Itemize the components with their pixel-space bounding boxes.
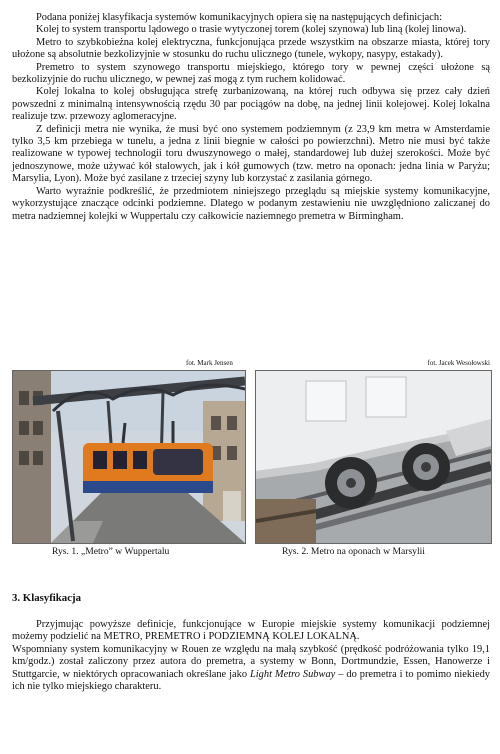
paragraph-kolej: Kolej to system transportu lądowego o trasie wytyczonej torem (kolej szynowa) lub liną (kolej linowa). <box>36 24 467 36</box>
light-metro-subway-term: Light Metro Subway <box>250 668 336 680</box>
paragraph-premetro: Premetro to system szynowego transportu miejskiego, którego tory w pewnej części ułożone są bezkolizyjnie do ruchu ulicznego, w pewnej zaś mogą z tym ruchem kolidować. <box>12 61 490 86</box>
photo-credit-2: fot. Jacek Wesołowski <box>427 359 490 367</box>
photo-wuppertal-monorail <box>12 370 246 544</box>
figure-caption-2: Rys. 2. Metro na oponach w Marsylii <box>282 546 425 557</box>
section-body <box>12 619 490 693</box>
paragraph-definicja-metra: Z definicji metra nie wynika, że musi być ono systemem podziemnym (z 23,9 km metra w Amsterdamie tylko 3,5 km przebiega w tunelu, a jedna z linii biegnie w całości po powierzchni). Metro nie musi być także realizowane w typowej technologii toru dwuszynowego o małej, standardowej lub dużej szerokości. Może być jednoszynowe, może używać kół stalowych, jak i kół gumowych (tzw. metro na oponach: jedna linia w Paryżu; Marsylia, Lyon). Może być zasilane z trzeciej szyny lub korzystać z zasilania górnego. <box>12 123 490 185</box>
section-heading: 3. Klasyfikacja <box>12 592 81 604</box>
paragraph-rouen-end: – do premetra i to pomimo niekiedy ich nie tylko miejskiego charakteru. <box>12 668 490 693</box>
photo-credits <box>12 359 490 369</box>
body-text <box>12 12 490 223</box>
paragraph-przeglad: Warto wyraźnie podkreślić, że przedmiotem niniejszego przeglądu są miejskie systemy komunikacyjne, wykorzystujące znaczące odcinki podziemne. Dlatego w podanym zestawieniu nie uwzględniono zaliczanej do metra nadziemnej kolejki w Wuppertalu czy całkowicie naziemnego premetra w Birmingham. <box>12 185 490 222</box>
figure-caption-1: Rys. 1. „Metro” w Wuppertalu <box>52 546 170 557</box>
paragraph-rouen <box>12 644 490 694</box>
photo-marseille-rubber-tyre-metro <box>255 370 492 544</box>
paragraph-kolej-lokalna: Kolej lokalna to kolej obsługująca strefę zurbanizowaną, na której ruch odbywa się przez cały dzień powszedni z minimalną intensywnością rzędu 30 par pociągów na dobę, na jednej linii kolejowej. Kolej lokalna realizuje tzw. przewozy aglomeracyjne. <box>12 86 490 123</box>
paragraph-classification: Przyjmując powyższe definicje, funkcjonujące w Europie miejskie systemy komunikacji podziemnej możemy podzielić na METRO, PREMETRO i PODZIEMNĄ KOLEJ LOKALNĄ. <box>12 619 490 643</box>
photo-credit-1: fot. Mark Jensen <box>186 359 233 367</box>
paragraph-intro: Podana poniżej klasyfikacja systemów komunikacyjnych opiera się na następujących definicjach: <box>36 12 442 23</box>
paragraph-rouen-start: Wspomniany system komunikacyjny w Rouen ze względu na małą szybkość (prędkość podróżowania tylko 19,1 km/godz.) został zaliczony przez autora do premetra, a systemy w Bonn, Dortmundzie, Essen, Hanowerze i Stuttgarcie, w niektórych opracowaniach określane jako <box>12 643 490 680</box>
paragraph-metro: Metro to szybkobieżna kolej elektryczna, funkcjonująca przede wszystkim na obszarze miasta, której tory ułożone są absolutnie bezkolizyjnie w stosunku do ruchu ulicznego (tunele, wykopy, nasypy, estakady). <box>12 36 490 61</box>
